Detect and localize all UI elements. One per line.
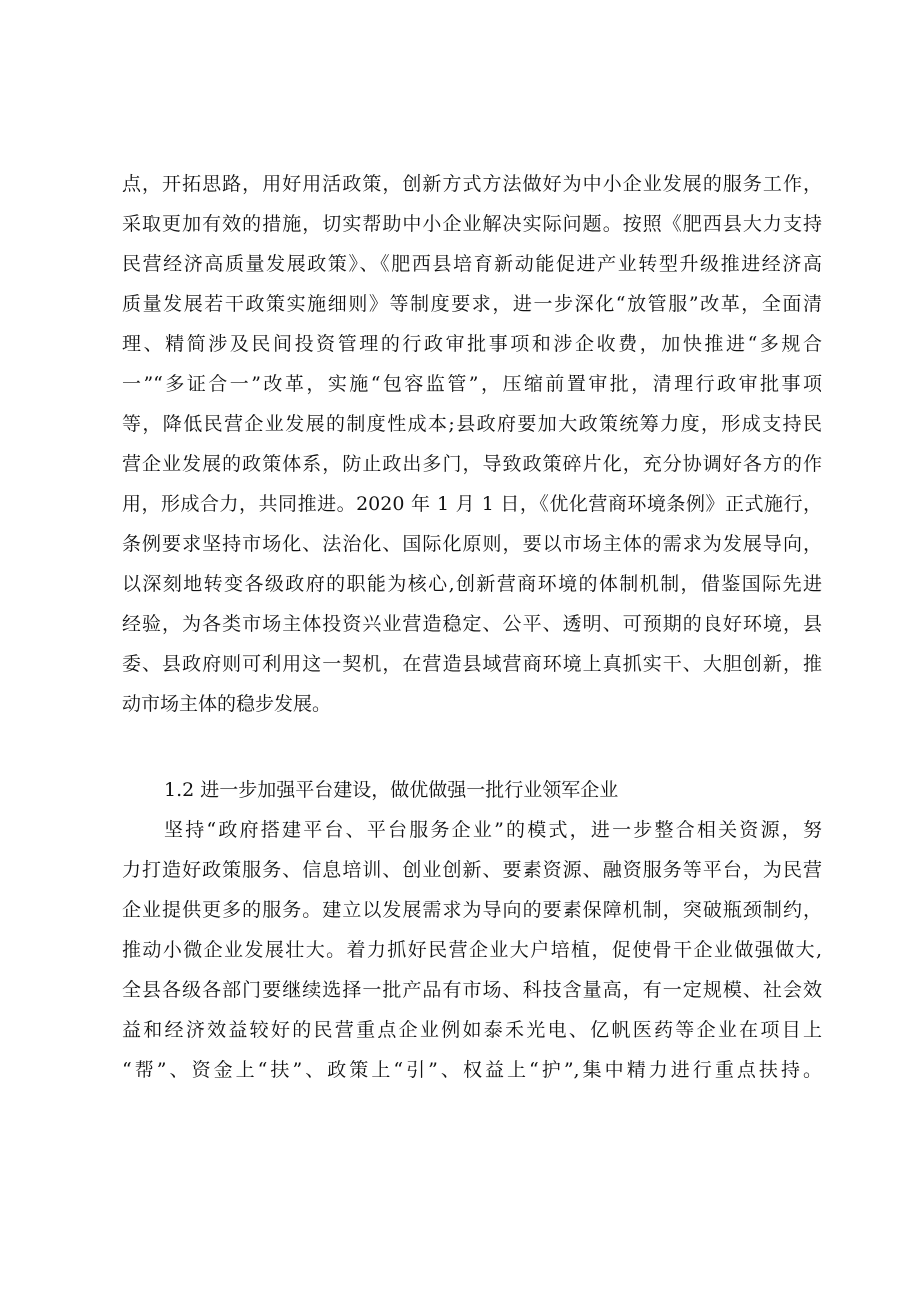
paragraph-line: 动市场主体的稳步发展。 [122,693,332,715]
paragraph-2 [122,810,822,1090]
paragraph-line: 等，降低民营企业发展的制度性成本;县政府要加大政策统筹力度，形成支持民 [122,413,822,435]
paragraph-line: 一”“多证合一”改革，实施“包容监管”，压缩前置审批，清理行政审批事项 [122,373,822,395]
paragraph-line: 点，开拓思路，用好用活政策，创新方式方法做好为中小企业发展的服务工作， [122,173,822,195]
paragraph-line: 用，形成合力，共同推进。2020 年 1 月 1 日，《优化营商环境条例》正式施行， [122,493,822,515]
paragraph-line: 益和经济效益较好的民营重点企业例如泰禾光电、亿帆医药等企业在项目上 [122,1019,822,1041]
paragraph-line: 以深刻地转变各级政府的职能为核心,创新营商环境的体制机制，借鉴国际先进 [122,573,822,595]
section-heading: 1.2 进一步加强平台建设，做优做强一批行业领军企业 [164,779,619,801]
paragraph-line: 企业提供更多的服务。建立以发展需求为导向的要素保障机制，突破瓶颈制约， [122,899,822,921]
paragraph-line: 条例要求坚持市场化、法治化、国际化原则，要以市场主体的需求为发展导向， [122,533,822,555]
paragraph-line: 采取更加有效的措施，切实帮助中小企业解决实际问题。按照《肥西县大力支持 [122,213,822,235]
paragraph-line: 营企业发展的政策体系，防止政出多门，导致政策碎片化，充分协调好各方的作 [122,453,822,475]
paragraph-line: 力打造好政策服务、信息培训、创业创新、要素资源、融资服务等平台，为民营 [122,859,822,881]
paragraph-line: 质量发展若干政策实施细则》等制度要求，进一步深化“放管服”改革，全面清 [122,293,822,315]
paragraph-line: 委、县政府则可利用这一契机，在营造县域营商环境上真抓实干、大胆创新，推 [122,653,822,675]
section-heading-block [122,770,822,810]
paragraph-line: 全县各级各部门要继续选择一批产品有市场、科技含量高，有一定规模、社会效 [122,979,822,1001]
paragraph-line: 推动小微企业发展壮大。着力抓好民营企业大户培植，促使骨干企业做强做大, [122,939,822,961]
paragraph-line: 民营经济高质量发展政策》、《肥西县培育新动能促进产业转型升级推进经济高 [122,253,822,275]
paragraph-line: “帮”、资金上“扶”、政策上“引”、权益上“护”,集中精力进行重点扶持。 [122,1059,822,1081]
paragraph-line: 坚持“政府搭建平台、平台服务企业”的模式，进一步整合相关资源，努 [164,819,822,841]
paragraph-1 [122,164,822,724]
paragraph-line: 经验，为各类市场主体投资兴业营造稳定、公平、透明、可预期的良好环境，县 [122,613,822,635]
paragraph-line: 理、精简涉及民间投资管理的行政审批事项和涉企收费，加快推进“多规合 [122,333,822,355]
